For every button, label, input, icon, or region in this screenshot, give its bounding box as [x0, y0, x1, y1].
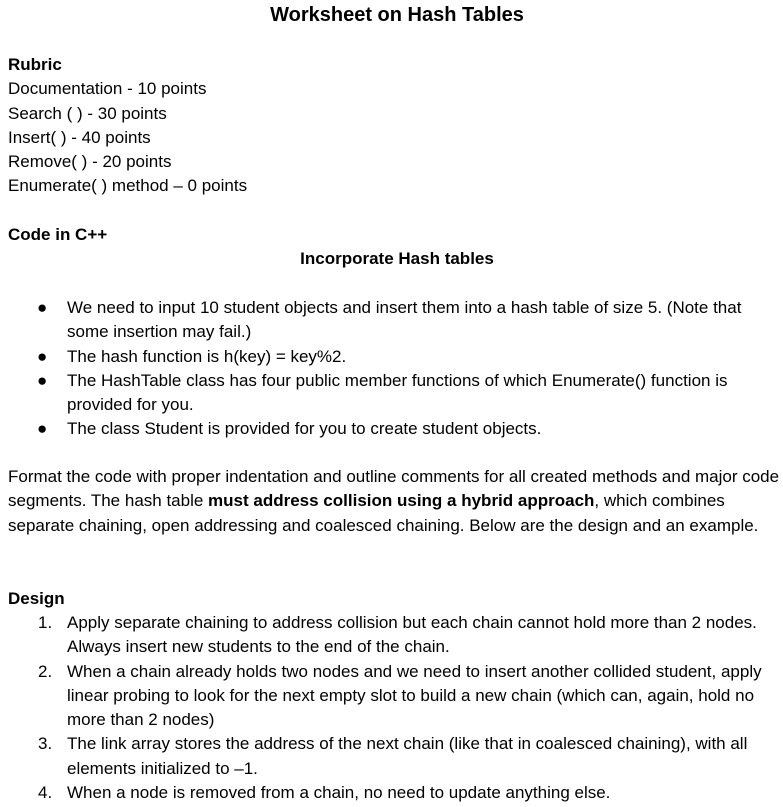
- paragraph-text-2: , which combines separate chaining, open addressing and coalesced chaining. Below are the design and an example.: [8, 491, 759, 535]
- step-number: 1.: [38, 613, 53, 632]
- list-item: [0, 369, 783, 418]
- paragraph-emphasis: must address collision using a hybrid approach: [208, 491, 595, 511]
- list-item-text: The class Student is provided for you to create student objects.: [67, 419, 542, 439]
- format-paragraph: [8, 465, 780, 538]
- rubric-section: [8, 53, 783, 199]
- rubric-item-remove: Remove( ) - 20 points: [8, 152, 172, 172]
- rubric-item-search: Search ( ) - 30 points: [8, 103, 167, 123]
- step-number: 2.: [38, 661, 53, 681]
- bullet-icon: ●: [37, 370, 48, 390]
- requirements-list: [0, 296, 783, 442]
- design-step: [0, 732, 783, 781]
- list-item: [0, 417, 783, 441]
- design-step: [0, 781, 783, 805]
- list-item-text: The hash function is h(key) = key%2.: [67, 346, 347, 366]
- step-number: 4.: [38, 783, 53, 803]
- design-step: [0, 660, 783, 733]
- rubric-item-documentation: Documentation - 10 points: [8, 79, 207, 99]
- list-item: [0, 345, 783, 369]
- rubric-item-enumerate: Enumerate( ) method – 0 points: [8, 176, 248, 196]
- paragraph-text-1: Format the code with proper indentation and outline comments for all created methods and major code segments. The hash table: [8, 467, 780, 511]
- bullet-icon: ●: [37, 298, 48, 317]
- list-item-text: We need to input 10 student objects and insert them into a hash table of size 5. (Note that some insertion may fail.): [67, 298, 742, 342]
- design-heading: Design: [8, 589, 65, 608]
- bullet-icon: ●: [37, 346, 48, 366]
- page-title: Worksheet on Hash Tables: [270, 4, 524, 26]
- step-number: 3.: [38, 734, 53, 754]
- bullet-icon: ●: [37, 419, 48, 439]
- rubric-heading: Rubric: [8, 55, 62, 74]
- step-text: When a node is removed from a chain, no need to update anything else.: [67, 783, 611, 803]
- design-step: [0, 611, 783, 660]
- list-item: [0, 296, 783, 345]
- code-heading: Code in C++: [8, 225, 108, 244]
- code-subheading: Incorporate Hash tables: [300, 249, 494, 268]
- list-item-text: The HashTable class has four public member functions of which Enumerate() function is provided for you.: [67, 370, 728, 415]
- step-text: Apply separate chaining to address collision but each chain cannot hold more than 2 nodes. Always insert new students to the end of the chain.: [67, 613, 757, 657]
- design-steps-list: [0, 611, 783, 805]
- step-text: The link array stores the address of the next chain (like that in coalesced chaining), with all elements initialized to –1.: [67, 734, 748, 778]
- rubric-item-insert: Insert( ) - 40 points: [8, 127, 151, 147]
- step-text: When a chain already holds two nodes and we need to insert another collided student, apply linear probing to look for the next empty slot to build a new chain (which can, again, hold no more than 2 nodes): [67, 661, 762, 730]
